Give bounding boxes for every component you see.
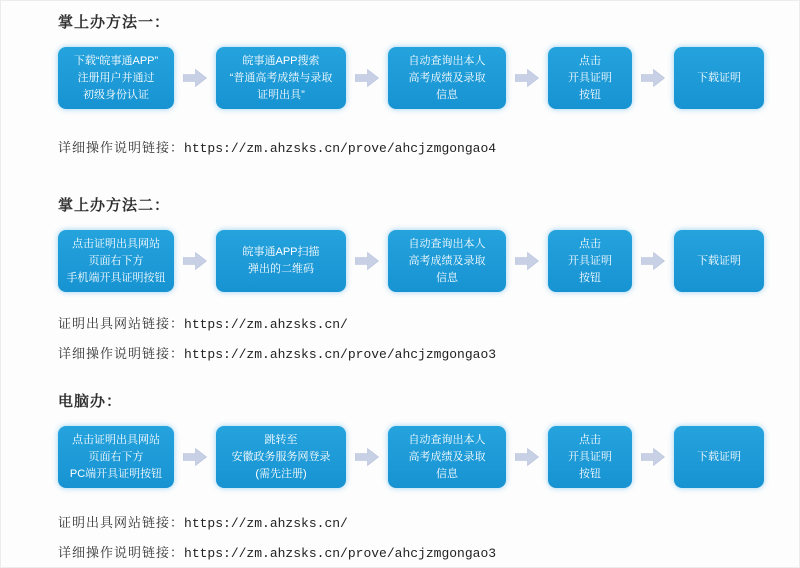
- step-box: [216, 230, 346, 292]
- arrow-right-icon: [183, 251, 207, 271]
- step-line: 点击: [579, 54, 601, 67]
- flow-row: [58, 229, 799, 293]
- step-line: 按钮: [579, 467, 601, 480]
- step-line: 跳转至: [264, 433, 298, 446]
- step-line: 下载证明: [697, 450, 741, 463]
- step-line: 页面右下方: [88, 450, 144, 463]
- step-line: 信息: [436, 467, 458, 480]
- step-line: 注册用户并通过: [77, 71, 155, 84]
- arrow-right-icon: [641, 68, 665, 88]
- step-line: 初级身份认证: [83, 88, 149, 101]
- step-box: [674, 230, 764, 292]
- step-line: “普通高考成绩与录取: [229, 71, 333, 84]
- arrow-right-icon: [515, 68, 539, 88]
- arrow-right-icon: [515, 251, 539, 271]
- step-line: 下载证明: [697, 254, 741, 267]
- step-line: 手机端开具证明按钮: [66, 271, 166, 284]
- step-box: [674, 426, 764, 488]
- step-box: [58, 426, 174, 488]
- step-line: 安徽政务服务网登录: [231, 450, 331, 463]
- link-url[interactable]: https://zm.ahzsks.cn/prove/ahcjzmgongao4: [184, 141, 497, 156]
- arrow-right-icon: [183, 447, 207, 467]
- flow-row: [58, 46, 799, 110]
- step-line: 信息: [436, 88, 458, 101]
- flow-row: [58, 425, 799, 489]
- arrow-right-icon: [641, 251, 665, 271]
- step-line: 下载“皖事通APP”: [73, 54, 159, 67]
- arrow-right-icon: [355, 251, 379, 271]
- step-box: [388, 230, 506, 292]
- step-line: 高考成绩及录取: [408, 450, 486, 463]
- step-line: 开具证明: [568, 71, 612, 84]
- link-url[interactable]: https://zm.ahzsks.cn/: [184, 317, 348, 332]
- arrow-right-icon: [515, 447, 539, 467]
- step-line: 下载证明: [697, 71, 741, 84]
- step-line: 页面右下方: [88, 254, 144, 267]
- link-url[interactable]: https://zm.ahzsks.cn/: [184, 516, 348, 531]
- link-label: 证明出具网站链接：: [58, 515, 185, 530]
- step-line: 开具证明: [568, 450, 612, 463]
- arrow-right-icon: [641, 447, 665, 467]
- arrow-right-icon: [355, 447, 379, 467]
- arrow-right-icon: [183, 68, 207, 88]
- step-line: 皖事通APP扫描: [242, 246, 320, 258]
- section-title: 掌上办方法一：: [58, 15, 171, 31]
- link-line: [58, 514, 799, 531]
- link-line: [58, 315, 799, 332]
- link-line: [58, 139, 799, 156]
- step-box: [58, 47, 174, 109]
- step-box: [216, 426, 346, 488]
- step-line: 按钮: [579, 88, 601, 101]
- step-box: [674, 47, 764, 109]
- link-url[interactable]: https://zm.ahzsks.cn/prove/ahcjzmgongao3: [184, 347, 497, 362]
- step-box: [216, 47, 346, 109]
- link-url[interactable]: https://zm.ahzsks.cn/prove/ahcjzmgongao3: [184, 546, 497, 561]
- step-line: 高考成绩及录取: [408, 71, 486, 84]
- step-box: [548, 230, 632, 292]
- step-line: 自动查询出本人: [408, 54, 486, 67]
- step-line: PC端开具证明按钮: [69, 467, 163, 480]
- step-line: 弹出的二维码: [248, 263, 314, 275]
- step-line: 自动查询出本人: [408, 237, 486, 250]
- step-line: (需先注册): [255, 467, 307, 480]
- step-line: 信息: [436, 271, 458, 284]
- section-title: 电脑办：: [58, 394, 123, 410]
- step-line: 点击证明出具网站: [72, 237, 160, 250]
- section-method2: [58, 196, 799, 362]
- step-box: [548, 47, 632, 109]
- step-box: [388, 47, 506, 109]
- step-box: [58, 230, 174, 292]
- step-box: [548, 426, 632, 488]
- step-line: 按钮: [579, 271, 601, 284]
- link-line: [58, 544, 799, 561]
- link-label: 证明出具网站链接：: [58, 316, 185, 331]
- section-title: 掌上办方法二：: [58, 198, 171, 214]
- step-line: 开具证明: [568, 254, 612, 267]
- step-line: 高考成绩及录取: [408, 254, 486, 267]
- link-label: 详细操作说明链接：: [58, 545, 185, 560]
- step-line: 证明出具”: [257, 88, 305, 101]
- section-pc: [58, 392, 799, 561]
- step-line: 自动查询出本人: [408, 433, 486, 446]
- step-box: [388, 426, 506, 488]
- link-label: 详细操作说明链接：: [58, 140, 185, 155]
- step-line: 点击: [579, 433, 601, 446]
- link-line: [58, 345, 799, 362]
- step-line: 点击证明出具网站: [72, 433, 160, 446]
- step-line: 点击: [579, 237, 601, 250]
- link-label: 详细操作说明链接：: [58, 346, 185, 361]
- section-method1: [58, 13, 799, 156]
- arrow-right-icon: [355, 68, 379, 88]
- step-line: 皖事通APP搜索: [242, 54, 320, 67]
